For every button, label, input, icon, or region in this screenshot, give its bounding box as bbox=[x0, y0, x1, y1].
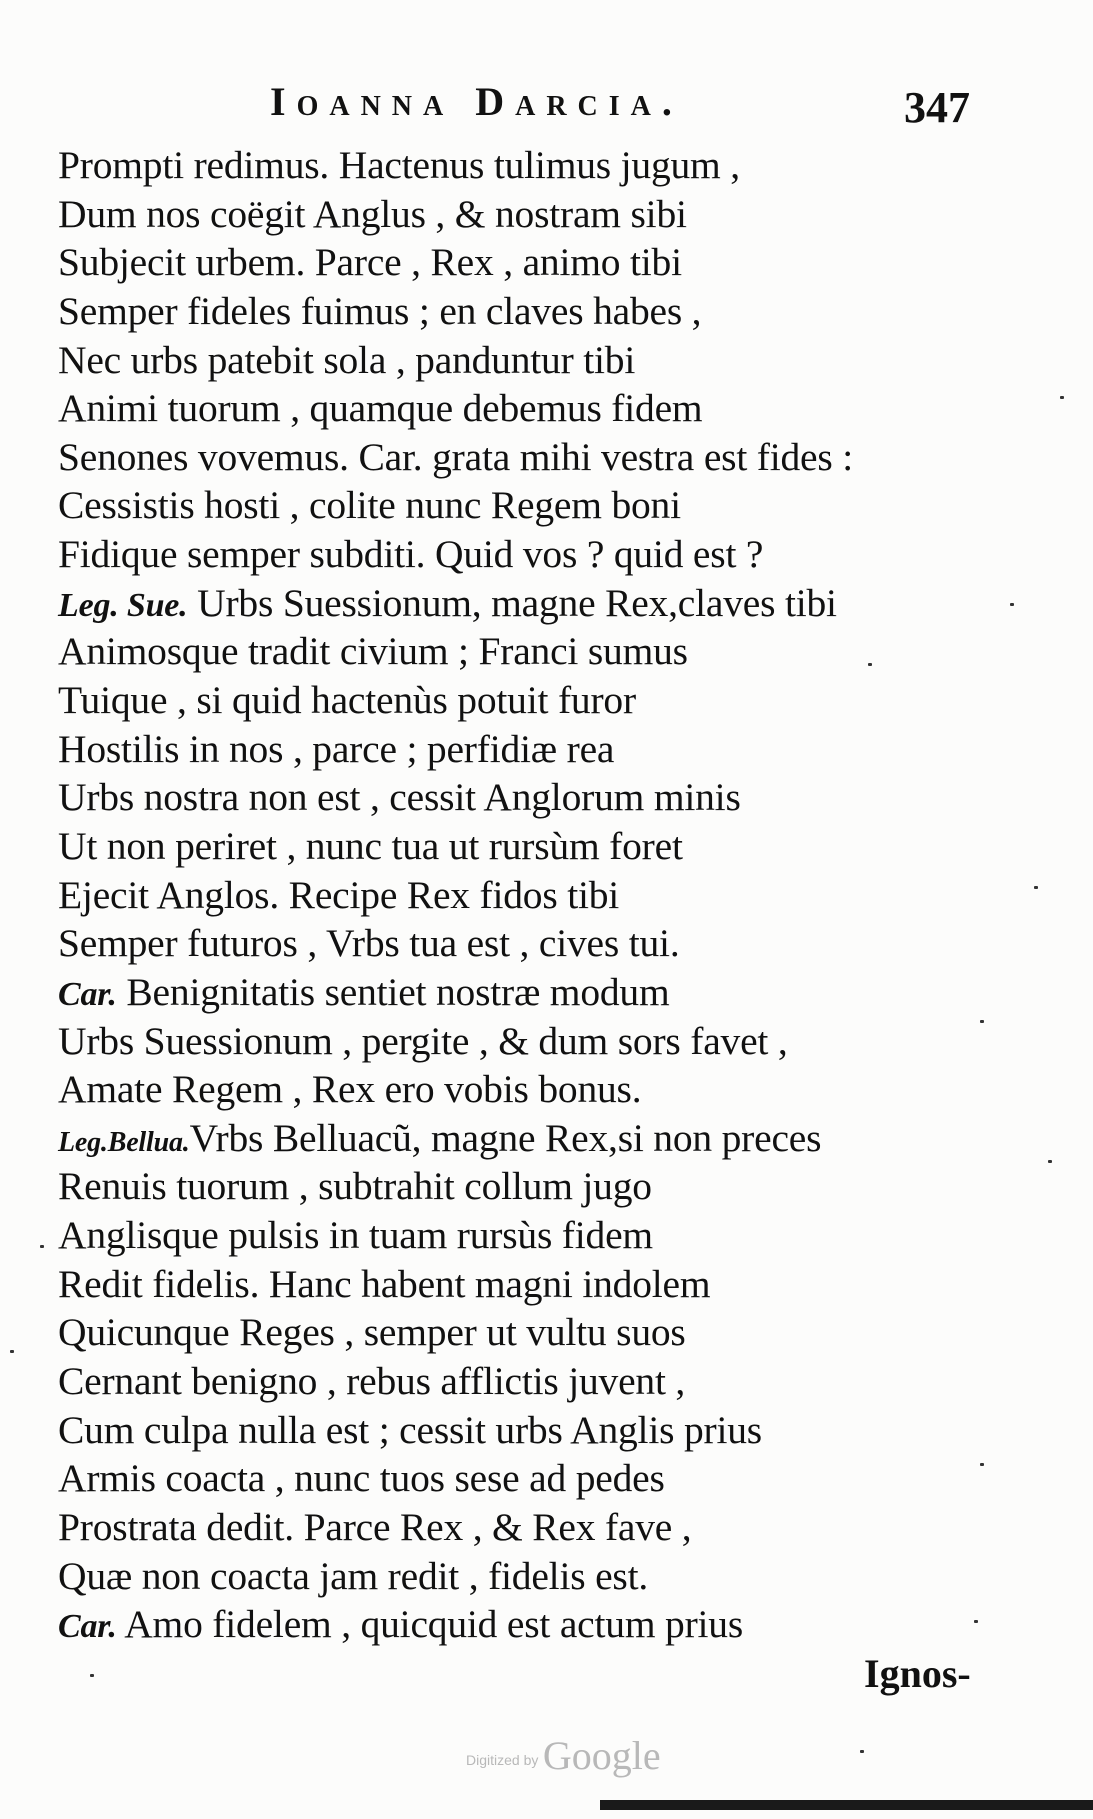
verse-text: Amate Regem , Rex ero vobis bonus. bbox=[58, 1067, 642, 1112]
verse-line bbox=[58, 1503, 1018, 1552]
verse-line bbox=[58, 1211, 1018, 1260]
verse-text: Animi tuorum , quamque debemus fidem bbox=[58, 386, 703, 431]
verse-text: Semper futuros , Vrbs tua est , cives tui. bbox=[58, 921, 680, 966]
verse-line bbox=[58, 579, 1018, 628]
verse-text: Renuis tuorum , subtrahit collum jugo bbox=[58, 1164, 652, 1209]
page-number: 347 bbox=[904, 83, 970, 132]
running-title: Ioanna Darcia. bbox=[270, 79, 683, 124]
verse-text: Benignitatis sentiet nostræ modum bbox=[116, 969, 670, 1014]
verse-line bbox=[58, 1454, 1018, 1503]
verse-line bbox=[58, 336, 1018, 385]
verse-text: Semper fideles fuimus ; en claves habes , bbox=[58, 288, 702, 333]
verse-line bbox=[58, 676, 1018, 725]
speaker-label: Leg. Sue. bbox=[58, 586, 188, 624]
speaker-label: Leg.Bellua. bbox=[58, 1126, 190, 1158]
verse-line bbox=[58, 1114, 1018, 1163]
verse-line bbox=[58, 190, 1018, 239]
verse-line bbox=[58, 481, 1018, 530]
verse-text: Cum culpa nulla est ; cessit urbs Anglis prius bbox=[58, 1407, 762, 1452]
verse-text: Urbs Suessionum, magne Rex,claves tibi bbox=[187, 580, 837, 625]
verse-text: Armis coacta , nunc tuos sese ad pedes bbox=[58, 1456, 665, 1501]
verse-text: Ut non periret , nunc tua ut rursùm foret bbox=[58, 823, 683, 868]
verse-text: Vrbs Belluacũ, magne Rex,si non preces bbox=[189, 1115, 822, 1160]
speaker-label: Car. bbox=[58, 1608, 117, 1646]
verse-text-block bbox=[58, 141, 1018, 1649]
verse-line bbox=[58, 384, 1018, 433]
verse-text: Ejecit Anglos. Recipe Rex fidos tibi bbox=[58, 872, 620, 917]
verse-text: Cessistis hosti , colite nunc Regem boni bbox=[58, 483, 681, 528]
verse-line bbox=[58, 1357, 1018, 1406]
verse-text: Tuique , si quid hactenùs potuit furor bbox=[58, 678, 636, 723]
speaker-label: Car. bbox=[58, 975, 117, 1013]
verse-text: Hostilis in nos , parce ; perfidiæ rea bbox=[58, 726, 615, 771]
verse-text: Redit fidelis. Hanc habent magni indolem bbox=[58, 1261, 711, 1306]
verse-text: Fidique semper subditi. Quid vos ? quid est ? bbox=[58, 532, 764, 577]
verse-text: Prompti redimus. Hactenus tulimus jugum , bbox=[58, 143, 740, 187]
verse-text: Nec urbs patebit sola , panduntur tibi bbox=[58, 337, 636, 382]
verse-text: Subjecit urbem. Parce , Rex , animo tibi bbox=[58, 240, 682, 285]
verse-text: Amo fidelem , quicquid est actum prius bbox=[116, 1602, 744, 1647]
verse-text: Cernant benigno , rebus afflictis juvent , bbox=[58, 1359, 686, 1404]
verse-text: Animosque tradit civium ; Franci sumus bbox=[58, 629, 688, 674]
watermark-prefix: Digitized by bbox=[466, 1752, 539, 1768]
verse-line bbox=[58, 725, 1018, 774]
verse-line bbox=[58, 871, 1018, 920]
verse-text: Quicunque Reges , semper ut vultu suos bbox=[58, 1310, 686, 1355]
verse-line bbox=[58, 919, 1018, 968]
verse-line bbox=[58, 141, 1018, 190]
verse-text: Anglisque pulsis in tuam rursùs fidem bbox=[58, 1213, 653, 1258]
verse-line bbox=[58, 1017, 1018, 1066]
verse-line bbox=[58, 822, 1018, 871]
page-edge-shadow bbox=[600, 1800, 1093, 1810]
watermark-brand: Google bbox=[542, 1733, 661, 1778]
verse-line bbox=[58, 773, 1018, 822]
verse-text: Dum nos coëgit Anglus , & nostram sibi bbox=[58, 191, 687, 236]
digitization-watermark bbox=[466, 1732, 661, 1779]
verse-line bbox=[58, 238, 1018, 287]
verse-text: Urbs Suessionum , pergite , & dum sors favet , bbox=[58, 1018, 788, 1063]
verse-line bbox=[58, 1065, 1018, 1114]
verse-line bbox=[58, 1260, 1018, 1309]
verse-line bbox=[58, 1552, 1018, 1601]
verse-line bbox=[58, 1308, 1018, 1357]
verse-line bbox=[58, 1600, 1018, 1649]
verse-text: Senones vovemus. Car. grata mihi vestra est fides : bbox=[58, 434, 853, 479]
verse-line bbox=[58, 433, 1018, 482]
verse-line bbox=[58, 968, 1018, 1017]
verse-text: Prostrata dedit. Parce Rex , & Rex fave , bbox=[58, 1504, 692, 1549]
verse-line bbox=[58, 287, 1018, 336]
verse-line bbox=[58, 1406, 1018, 1455]
verse-line bbox=[58, 1162, 1018, 1211]
verse-line bbox=[58, 627, 1018, 676]
verse-text: Quæ non coacta jam redit , fidelis est. bbox=[58, 1553, 649, 1598]
verse-line bbox=[58, 530, 1018, 579]
catchword: Ignos- bbox=[864, 1651, 971, 1696]
verse-text: Urbs nostra non est , cessit Anglorum minis bbox=[58, 775, 741, 820]
